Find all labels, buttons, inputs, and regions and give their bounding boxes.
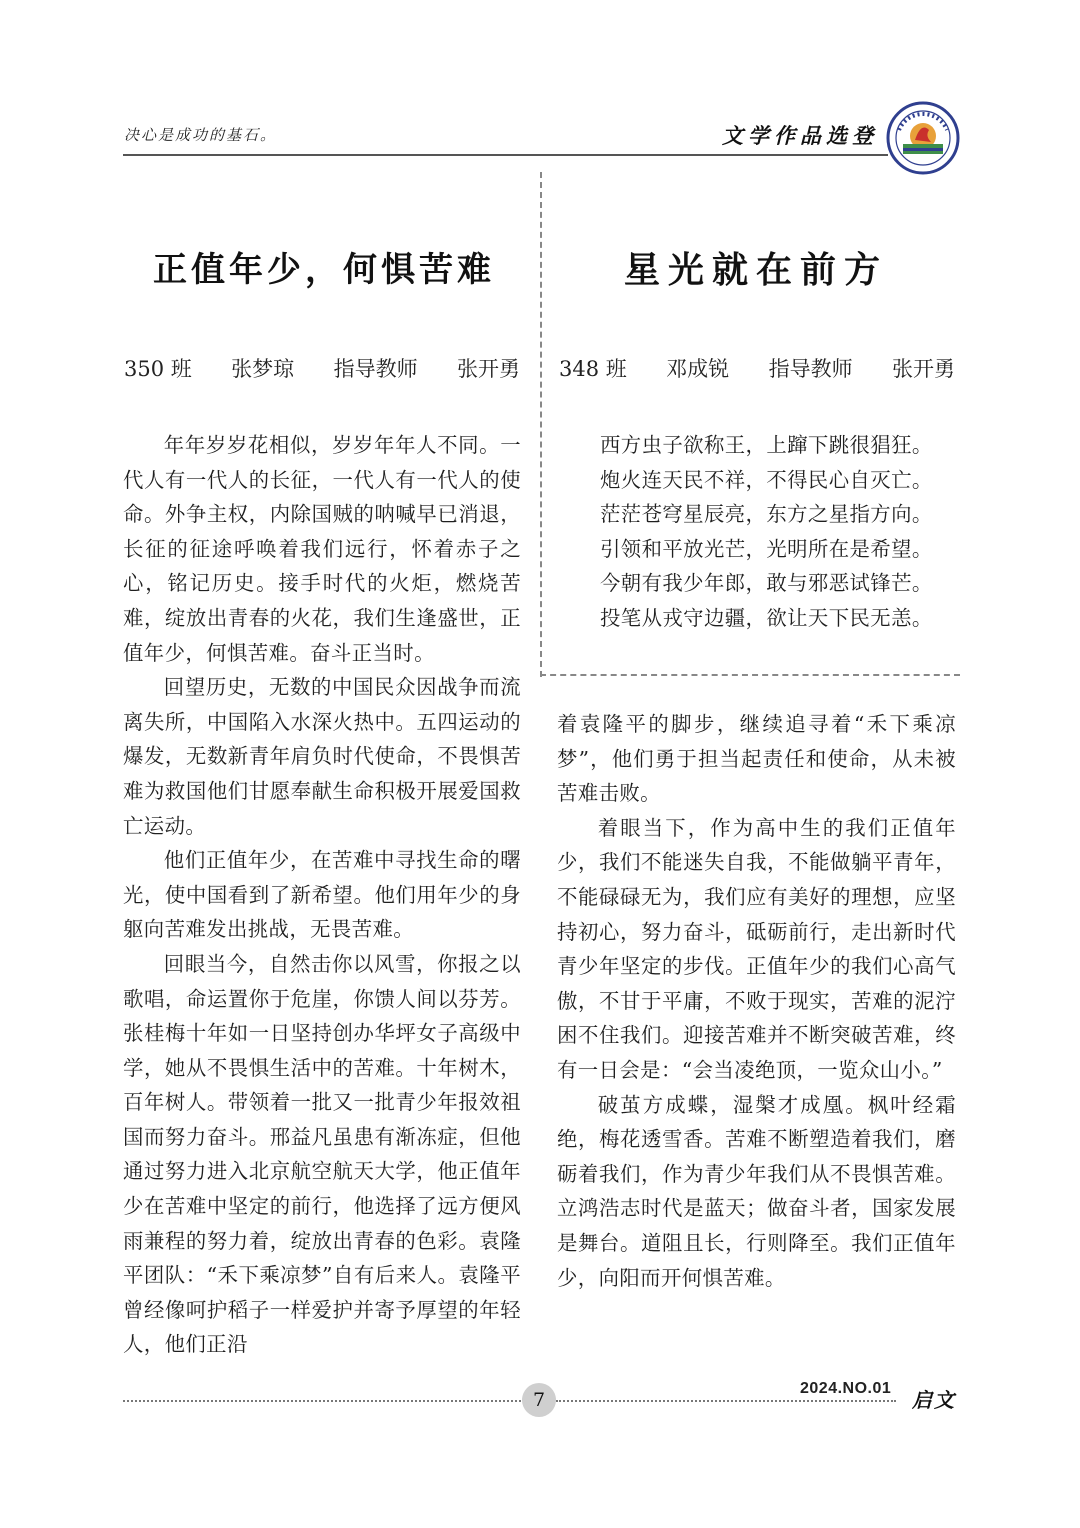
issue-number: 2024.NO.01 xyxy=(800,1380,892,1397)
footer-rule xyxy=(123,1400,525,1402)
header-motto: 决心是成功的基石。 xyxy=(124,126,278,144)
section-title: 文学作品选登 xyxy=(722,123,878,148)
byline-author: 张梦琼 xyxy=(231,357,295,381)
left-article-title: 正值年少，何惧苦难 xyxy=(153,250,495,290)
byline-teacher: 张开勇 xyxy=(456,357,520,381)
poem xyxy=(600,428,950,636)
header-rule xyxy=(123,154,888,156)
byline-class: 350 班 xyxy=(124,357,192,381)
byline-class: 348 班 xyxy=(559,357,627,381)
column-separator-horizontal xyxy=(540,674,960,676)
paragraph: 他们正值年少，在苦难中寻找生命的曙光，使中国看到了新希望。他们用年少的身躯向苦难发出挑战，无畏苦难。 xyxy=(123,848,521,942)
left-article-body xyxy=(123,428,521,1362)
school-emblem-icon xyxy=(885,100,961,176)
left-article-continuation xyxy=(557,707,956,1295)
poem-line: 炮火连天民不祥，不得民心自灭亡。 xyxy=(600,467,933,492)
paragraph: 破茧方成蝶，湿槃才成凰。枫叶经霜绝，梅花透雪香。苦难不断塑造着我们，磨砺着我们，作为青少年我们从不畏惧苦难。立鸿浩志时代是蓝天；做奋斗者，国家发展是舞台。道阻且长，行则降至。我们正值年少，向阳而开何惧苦难。 xyxy=(557,1092,956,1290)
page-number: 7 xyxy=(522,1383,556,1417)
paragraph-continued: 着袁隆平的脚步，继续追寻着“禾下乘凉梦”，他们勇于担当起责任和使命，从未被苦难击败。 xyxy=(557,712,956,806)
poem-line: 今朝有我少年郎，敢与邪恶试锋芒。 xyxy=(600,571,933,596)
poem-line: 茫茫苍穹星辰亮，东方之星指方向。 xyxy=(600,502,933,527)
poem-line: 投笔从戎守边疆，欲让天下民无恙。 xyxy=(600,605,933,630)
byline-role: 指导教师 xyxy=(768,357,853,381)
magazine-brand: 启文 xyxy=(912,1388,956,1412)
right-article-title: 星光就在前方 xyxy=(623,249,888,291)
byline-role: 指导教师 xyxy=(333,357,418,381)
paragraph: 年年岁岁花相似，岁岁年年人不同。一代人有一代人的长征，一代人有一代人的使命。外争主权，内除国贼的呐喊早已消退，长征的征途呼唤着我们远行，怀着赤子之心，铭记历史。接手时代的火炬，燃烧苦难，绽放出青春的火花，我们生逢盛世，正值年少，何惧苦难。奋斗正当时。 xyxy=(123,433,521,665)
column-separator-vertical xyxy=(540,172,542,677)
paragraph: 回望历史，无数的中国民众因战争而流离失所，中国陷入水深火热中。五四运动的爆发，无数新青年肩负时代使命，不畏惧苦难为救国他们甘愿奉献生命积极开展爱国救亡运动。 xyxy=(123,675,521,838)
byline-author: 邓成锐 xyxy=(666,357,730,381)
poem-line: 引领和平放光芒，光明所在是希望。 xyxy=(600,536,933,561)
left-article-byline xyxy=(124,353,520,383)
right-article-byline xyxy=(559,353,955,383)
paragraph: 回眼当今，自然击你以风雪，你报之以歌唱，命运置你于危崖，你馈人间以芬芳。张桂梅十年如一日坚持创办华坪女子高级中学，她从不畏惧生活中的苦难。十年树木，百年树人。带领着一批又一批青少年报效祖国而努力奋斗。邢益凡虽患有渐冻症，但他通过努力进入北京航空航天大学，他正值年少在苦难中坚定的前行，他选择了远方便风雨兼程的努力着，绽放出青春的色彩。袁隆平团队：“禾下乘凉梦”自有后来人。袁隆平曾经像呵护稻子一样爱护并寄予厚望的年轻人，他们正沿 xyxy=(123,951,521,1357)
paragraph: 着眼当下，作为高中生的我们正值年少，我们不能迷失自我，不能做躺平青年，不能碌碌无为，我们应有美好的理想，应坚持初心，努力奋斗，砥砺前行，走出新时代青少年坚定的步伐。正值年少的我们心高气傲，不甘于平庸，不败于现实，苦难的泥泞困不住我们。迎接苦难并不断突破苦难，终有一日会是：“会当凌绝顶，一览众山小。” xyxy=(557,815,956,1082)
poem-line: 西方虫子欲称王，上蹿下跳很猖狂。 xyxy=(600,433,933,457)
footer-rule xyxy=(556,1400,896,1402)
byline-teacher: 张开勇 xyxy=(891,357,955,381)
